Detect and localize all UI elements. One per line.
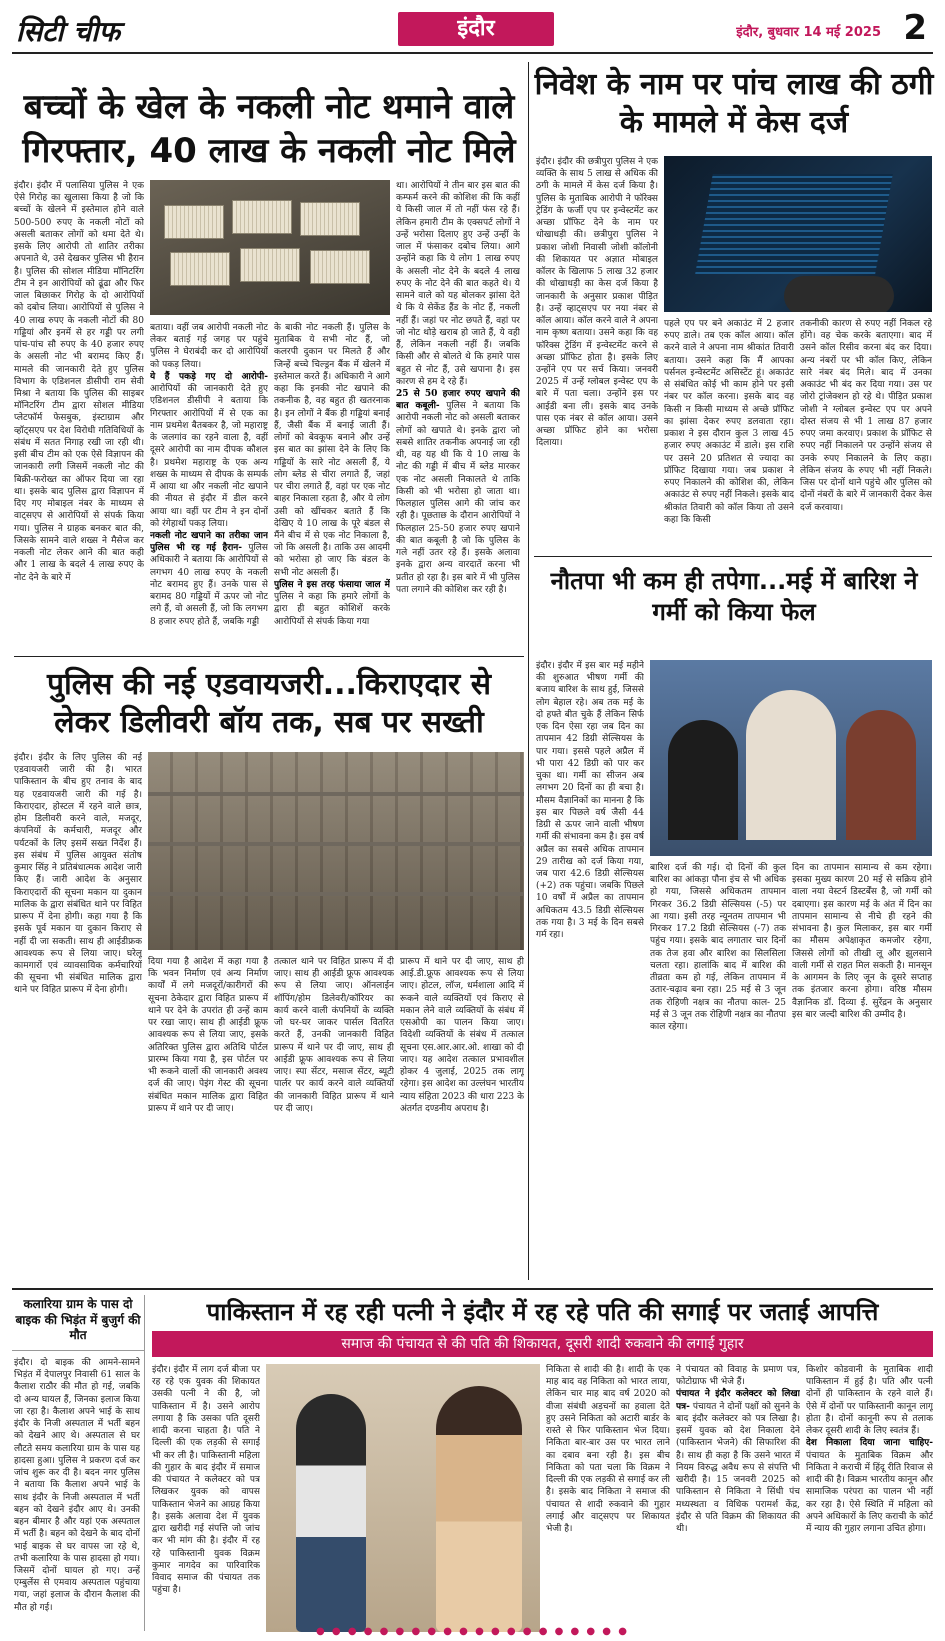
story6-col4 bbox=[806, 1364, 933, 1632]
masthead bbox=[12, 8, 933, 54]
story4-headline: पुलिस की नई एडवायजरी...किराएदार से लेकर डिलीवरी बॉय तक, सब पर सख्ती bbox=[46, 667, 492, 741]
section-rule bbox=[14, 656, 524, 657]
story6-col1: इंदौर। इंदौर में लाग दर्ज बीजा पर रह रहे एक युवक की शिकायत उसकी पत्नी ने की है, जो पाकिस्तान में है। उसने आरोप लगाया है कि उसका पति दूसरी शादी करना चाहता है। पति ने दिल्ली की एक लड़की से सगाई भी कर ली है। पाकिस्तानी महिला की गुहार के बाद इंदौर में समाज की पंचायत ने कलेक्टर को पत्र लिखकर युवक को वापस पाकिस्तान भेजने का आग्रह किया है। इसके अलावा देश में युवक द्वारा खरीदी गई संपत्ति जो जांच कर भी मांग की है। इंदौर में रह रहे पाकिस्तानी युवक विक्रम कुमार नागदेव का पारिवारिक विवाद समाज की पंचायत तक पहुंचा है। bbox=[152, 1365, 260, 1596]
story1-col3b-text: पुलिस ने कहा कि हमारे लोगों के द्वारा ही बहुत कोशिशें करके आरोपियों से संपर्क किया गया bbox=[274, 592, 390, 627]
story1-col2 bbox=[150, 322, 268, 650]
story6-col4b-text: पंचायत के मुताबिक विक्रम और निकिता ने कराची में हिंदू रीति रिवाज से शादी की है। विक्रम भारतीय कानून और सामाजिक परंपरा का पालन भी नहीं कर रहा है। ऐसे स्थिति में महिला को अपने अधिकारों के लिए कराची के कोर्ट में न्याय की गुहार लगाना उचित होगा। bbox=[806, 1450, 933, 1535]
print-registration-marks: ● ● ● ● ● ● ● ● ● ● ● ● ● ● ● ● ● ● ● ● bbox=[316, 1626, 629, 1637]
heat-weather-photo bbox=[650, 660, 932, 856]
couple-photo bbox=[266, 1364, 540, 1632]
story3-col3: दिन का तापमान सामान्य से कम रहेगा। इसका मुख्य कारण 20 मई से सक्रिय होने वाला नया वेस्टर्न डिस्टर्बेंस है, जो गर्मी को दबाएगा। इस कारण मई के अंत में दिन का तापमान सामान्य से नीचे ही रहने की संभावना है। कुल मिलाकर, इस बार गर्मी का मौसम अपेक्षाकृत कमजोर रहेगा, जिससे लोगों को तीखी लू और झुलसाने वाली गर्मी से राहत मिल सकती है। मानसून के आगमन के लिए जून के दूसरे सप्ताह तक इंतजार करना होगा। वरिष्ठ मौसम वैज्ञानिक डॉ. दिव्या ई. सुरेंद्रन के अनुसार इस बार जल्दी बारिश की उम्मीद है। bbox=[792, 863, 932, 1020]
column-divider bbox=[528, 62, 529, 1280]
story6-col3-text: ने पंचायत को विवाह के प्रमाण पत्र, फोटोग्राफ भी भेजे हैं। bbox=[676, 1365, 800, 1388]
story1-subhead-confession: 25 से 50 हजार रुपए खपाने की बात कबूली- bbox=[396, 388, 520, 412]
dateline: इंदौर, बुधवार 14 मई 2025 bbox=[736, 25, 881, 40]
story2-col2: पहले एप पर बने अकाउंट में 2 हजार रुपए डाले। तब एक कॉल आया। कॉल करने वाले ने अपना नाम श्रीकांत तिवारी बताया। उसने कहा कि मैं आपका पर्सनल इन्वेस्टमेंट असिस्टेंट हूं। अकाउंट से संबंधित कोई भी काम होने पर इसी नंबर पर कॉल करना। इसके बाद वह किसी न किसी माध्यम से अच्छे प्रॉफिट का झांसा देकर रुपए डलवाता रहा। प्रकाश ने इस दौरान कुल 3 लाख 45 हजार रुपए अकाउंट में डाले। इस राशि पर उसने 20 प्रतिशत से ज्यादा का प्रॉफिट दिखाया गया। जब प्रकाश ने रुपए निकालने की कोशिश की, लेकिन अकाउंट से रुपए नहीं निकले। इसके बाद श्रीकांत तिवारी को कॉल किया तो उसने कहा कि किसी bbox=[664, 319, 794, 525]
story6-col3b-text: पंचायत ने दोनों पक्षों को सुनने के बाद इंदौर कलेक्टर को पत्र लिखा है। इसमें युवक को देश निकाला देने (पाकिस्तान भेजने) की सिफारिश की है। साथ ही कहा है कि उसने भारत में नियम विरुद्ध अवैध रूप से संपत्ति भी खरीदी है। 15 जनवरी 2025 को पाकिस्तान से निकिता ने सिंधी पंच मध्यस्थता व विधिक परामर्श केंद्र, इंदौर से पति विक्रम की शिकायत की थी। bbox=[676, 1401, 800, 1535]
story4-col2: दिया गया है आदेश में कहा गया है कि भवन निर्माण एवं अन्य निर्माण कार्यों में लगे मजदूरों/कारीगरों की सूचना ठेकेदार द्वारा विहित प्रारूप में थाने पर देने के उपरांत ही उन्हें काम पर रखा जाए। साथ ही आईडी फ्रूफ आवश्यक रूप से लिया जाए, इसके अतिरिक्त पुलिस द्वारा अतिथि पोर्टल प्रारम्भ किया गया है, इस पोर्टल पर भी रूकने वालों की जानकारी अवश्य दर्ज की जाए। पेइंग गेस्ट की सूचना संबंधित मकान मालिक द्वारा विहित प्रारूप में थाने पर दी जाए। bbox=[148, 957, 268, 1114]
story6-subhead-collector: पंचायत ने इंदौर कलेक्टर को लिखा पत्र- bbox=[676, 1389, 800, 1412]
story2-col1: इंदौर। इंदौर की छत्रीपुरा पुलिस ने एक व्यक्ति के साथ 5 लाख से अधिक की ठगी के मामले में केस दर्ज किया है। पुलिस के मुताबिक आरोपी ने फॉरेक्स ट्रेडिंग के फर्जी एप पर इन्वेस्टमेंट कर अच्छा प्रॉफिट देने के नाम पर धोखाधड़ी की। छत्रीपुरा पुलिस ने प्रकाश जोशी निवासी जोशी कॉलोनी की शिकायत पर अज्ञात मोबाइल कॉलर के खिलाफ 5 लाख 32 हजार की धोखाधड़ी का केस दर्ज किया है जानकारी के अनुसार प्रकाश पीड़ित है। उन्हें व्हाट्सएप पर नया नंबर से कॉल आया। कॉल करने वाले ने अपना नाम कृष्ण बताया। उसने कहा कि वह फॉरेक्स ट्रेडिंग में इन्वेस्टमेंट करने से अच्छा प्रॉफिट होता है। इसके लिए उन्होंने एप पर सर्च किया। जनवरी 2025 में उन्हें ग्लोबल इन्वेस्ट एप के बारे में पता चला। उन्होंने इस पर आईडी बना ली। इसके बाद उनके पास एक नंबर से कॉल आया। उसने अच्छा प्रॉफिट होने का भरोसा दिलाया। bbox=[536, 157, 658, 449]
story3-col2: बारिश दर्ज की गई। दो दिनों की कुल बारिश का आंकड़ा पौना इंच से भी अधिक हो गया, जिससे अधिकतम तापमान गिरकर 36.2 डिग्री सेल्सियस (-5) पर आ गया। इसी तरह न्यूनतम तापमान भी गिरकर 17.2 डिग्री सेल्सियस (-7) तक पहुंच गया। इसके बाद लगातार चार दिनों तक तेज हवा और बारिश का सिलसिला चलता रहा। हालांकि बाद में बारिश की तीव्रता कम हो गई, लेकिन तापमान में उतार-चढ़ाव बना रहा। 25 मई से 3 जून तक रोहिणी नक्षत्र का नौतपा काल- 25 मई से 3 जून तक रोहिणी नक्षत्र का नौतपा काल रहेगा। bbox=[650, 863, 786, 1033]
story1-col1: इंदौर। इंदौर में पलासिया पुलिस ने एक ऐसे गिरोह का खुलासा किया है जो कि बच्चों के खेलने में इस्तेमाल होने वाले 500-500 रुपए के नकली नोटों को असली बताकर लोगों को थमा देते थे। इसके लिए आरोपी तो शातिर तरीका अपनाते थे, उसे देखकर पुलिस भी हैरान है। पुलिस की सोशल मीडिया मॉनिटरिंग टीम ने इन आरोपियों को ढूंढा और फिर जाल बिछाकर गिरोह के दो आरोपियों को दबोच लिया। आरोपियों से पुलिस ने 40 लाख रुपए के नकली नोटों की 80 गड्डियां और इनमें से हर गड्डी पर लगी पांच-पांच सौ रुपए के 40 हजार रुपए के असली नोट भी बरामद किए हैं। मामले की जानकारी देते हुए पुलिस विभाग के एडिशनल डीसीपी राम सेवी मिश्रा ने बताया कि पुलिस की साइबर मॉनिटरिंग टीम द्वारा सोशल मीडिया प्लेटफॉर्म फेसबुक, इंस्टाग्राम और व्हॉट्सएप पर देश विरोधी गतिविधियों के संबंध में सतत निगाह रखी जा रही थी। इसी बीच टीम को एक ऐसे विज्ञापन की जानकारी लगी जिसमें नकली नोट की बिक्री-फरोख्त का ऑफर दिया जा रहा था। इसके बाद पुलिस द्वारा विज्ञापन में दिए गए मोबाइल नंबर के माध्यम से वाट्सएप से आरोपियों से संपर्क किया गया। पुलिस ने ग्राहक बनकर बात की, जिसके सामने वाले शख्स ने मैसेज कर नकली नोट लेकर आने की बात कही और 1 लाख के बदले 4 लाख रुपए के नोट देने के बारे में bbox=[14, 181, 144, 583]
page-number: 2 bbox=[903, 8, 927, 48]
story1-subhead-trap: पुलिस ने इस तरह फंसाया जाल में bbox=[274, 579, 390, 590]
city-rooftops-photo bbox=[148, 752, 524, 950]
story1-col4-text: था। आरोपियों ने तीन बार इस बात की कम्फर्म करने की कोशिश की कि कहीं ये किसी जाल में तो नहीं फंस रहे हैं। लेकिन हमारी टीम के एक्सपर्ट लोगों ने उन्हें भरोसा दिलाए हुए उन्हें उन्हीं के जाल में फंसाकर दबोच लिया। आगे उन्होंने कहा कि ये लोग 1 लाख रुपए के असली नोट देने के बदले 4 लाख रुपए के नोट देने की बात कहते थे। ये सामने वाले को यह बोलकर झांसा देते थे कि ये सेकेंड हैंड के नोट हैं, नकली नहीं हैं। जहां पर नोट छपते हैं, वहां पर जो नोट थोड़े खराब हो जाते हैं, ये वही हैं, लेकिन नकली नहीं हैं। जबकि किसी और से बोलते थे कि हमारे पास बहुत से नोट हैं, उसे खपाना है। इस कारण से हम दे रहे हैं। bbox=[396, 181, 520, 387]
story1-subhead-method: नकली नोट खपाने का तरीका जान पुलिस भी रह गई हैरान- bbox=[150, 530, 268, 554]
story2-headline: निवेश के नाम पर पांच लाख की ठगी के मामले में केस दर्ज bbox=[534, 67, 934, 141]
story1-col3-text: के बाकी नोट नकली हैं। पुलिस के मुताबिक ये सभी नोट हैं, जो कलरपी दुकान पर मिलते हैं और जिन्हें बच्चे चिल्ड्रन बैंक में खेलने में इस्तेमाल करते हैं। अधिकारी ने आगे कहा कि इनकी नोट खपाने की तकनीक है, वह बहुत ही खतरनाक है। इन लोगों ने बैंक ही गड्डियां बनाई हैं, जैसी बैंक में बनाई जाती हैं। लोगों को बेवकूफ बनाने और उन्हें इस बात का झांसा देने के लिए कि गड्डियों के सारे नोट असली हैं, ये लोग ब्लेड से चीरा लगाते हैं, जहां पर चीरा लगाते हैं, वहां पर एक नोट बाहर निकाला रहता है, और ये लोग उसी को खींचकर बताते हैं कि देखिए ये 10 लाख के पूरे बंडल से मैंने बीच में से एक नोट निकाला है, जो कि असली है। ताकि उस आदमी को भरोसा हो जाए कि बंडल के सभी नोट असली हैं। bbox=[274, 323, 390, 578]
section-rule bbox=[12, 1288, 933, 1290]
accident-sidebox bbox=[12, 1295, 145, 1631]
brand-logo: सिटी चीफ bbox=[16, 15, 120, 48]
story4-col3: तत्काल थाने पर विहित प्रारूप में दी जाए। साथ ही आईडी फ्रूफ आवश्यक रूप से लिया जाए। ऑनलाईन शॉपिंग/होम डिलेवरी/कॉरियर का कार्य करने वाली कंपनियों के व्यक्ति जो घर-घर जाकर पार्सल वितरित करते हैं, उनकी जानकारी विहित प्रारूप में थाने पर दी जाए, साथ ही आईडी फ्रूफ आवश्यक रूप से लिया जाए। स्पा सेंटर, मसाज सेंटर, ब्यूटी पार्लर पर कार्य करने वाले व्यक्तियों की जानकारी विहित प्रारूप में थाने पर दी जाए। bbox=[274, 957, 394, 1114]
story4-col4: प्रारूप में थाने पर दी जाए, साथ ही आई.डी.फ्रूफ आवश्यक रूप से लिया जाए। होटल, लॉज, धर्मशाला आदि में रूकने वाले व्यक्तियों एवं किराए से मकान लेने वाले व्यक्तियों के संबंध में एसओपी का पालन किया जाए। विदेशी व्यक्तियों के संबंध में तत्काल सूचना एस.आर.आर.ओ. शाखा को दी जाए। यह आदेश तत्काल प्रभावशील होकर 4 जुलाई, 2025 तक लागू रहेगा। इस आदेश का उल्लंघन भारतीय न्याय संहिता 2023 की धारा 223 के अंतर्गत दण्डनीय अपराध है। bbox=[400, 957, 524, 1114]
section-rule bbox=[534, 556, 932, 557]
story1-col4 bbox=[396, 180, 520, 650]
story5-col1: इंदौर। दो बाइक की आमने-सामने भिड़ंत में देपालपुर निवासी 61 साल के कैलाश राठौर की मौत हो गई, जबकि दो अन्य घायल हैं, जिनका इलाज किया जा रहा है। कैलाश अपने भाई के साथ इंदौर के निजी अस्पताल में भर्ती बहन को देखने आए थे। अस्पताल से घर लौटते समय कलारिया ग्राम के पास यह हादसा हुआ। पुलिस ने प्रकरण दर्ज कर जांच शुरू कर दी है। बदन नगर पुलिस ने बताया कि कैलाश अपने भाई के साथ इंदौर के निजी अस्पताल में भर्ती बहन को देखने इंदौर आए थे। उनकी बहन बीमार है और यहां एक अस्पताल में भर्ती है। बहन को देखने के बाद दोनों भाई बाइक से घर वापस जा रहे थे, तभी कलारिया के पास हादसा हो गया। जिसमें दोनों घायल हो गए। उन्हें एम्बुलेंस से एमवाय अस्पताल पहुंचाया गया, जहां इलाज के दौरान कैलाश की मौत हो गई। bbox=[14, 1358, 140, 1613]
story6-col3 bbox=[676, 1364, 800, 1632]
laptop-fraud-photo bbox=[664, 156, 932, 312]
story1-col3 bbox=[274, 322, 390, 650]
story6-col2: निकिता से शादी की है। शादी के एक माह बाद वह निकिता को भारत लाया, लेकिन चार माह बाद वर्ष 2020 को वीजा संबंधी अड़चनों का हवाला देते हुए उसने निकिता को अटारी बार्डर के रास्ते से फिर पाकिस्तान भेज दिया। निकिता बार-बार उस पर भारत लाने का दबाव बना रही है। इस बीच निकिता को पता चला कि विक्रम ने दिल्ली की एक लड़की से सगाई कर ली है। इसके बाद निकिता ने समाज की पंचायत से शादी रुकवाने की गुहार लगाई और वाट्सएप पर शिकायत भेजी है। bbox=[546, 1365, 670, 1535]
story1-col2c-text: पुलिस अधिकारी ने बताया कि आरोपियों से लगभग 40 लाख रुपए के नकली नोट बरामद हुए हैं। उनके पास से बरामद 80 गड्डियों में ऊपर जो नोट लगे हैं, वो असली हैं, जो कि लगभग 8 हजार रुपए होते हैं, जबकि गड्डी bbox=[150, 543, 268, 627]
story4-col1: इंदौर। इंदौर के लिए पुलिस की नई एडवायजरी जारी की है। भारत पाकिस्तान के बीच हुए तनाव के बाद यह एडवायजरी जारी की गई है। किराएदार, होस्टल में रहने वाले छात्र, होम डिलीवरी करने वाले, मजदूर, कंपनियों के कर्मचारी, मजदूर और पर्यटकों के लिए इसमें सख्त निर्देश हैं। इस संबंध में पुलिस आयुक्त संतोष कुमार सिंह ने प्रतिबंधात्मक आदेश जारी किए हैं। जारी आदेश के अनुसार किराएदारों की सूचना मकान या दुकान मालिक के द्वारा संबंधित थाने पर विहित प्रारूप में देना होगी। कहा गया है कि इसके पूर्व मकान या दुकान किराए से नहीं दी जा सकती। साथ ही आईडीफ्रक आवश्यक रूप से लिया जाए। घरेलू कामगारों एवं व्यावसायिक कर्मचारियों की सूचना भी संबंधित मालिक द्वारा थाने पर विहित प्रारूप में देना होगी। bbox=[14, 753, 142, 996]
story1-subhead-accused: ये हैं पकड़े गए दो आरोपी- bbox=[150, 371, 268, 382]
story2-col3: तकनीकी कारण से रुपए नहीं निकल रहे होंगे। वह चेक करके बताएगा। बाद में उसने कॉल रिसीव करना बंद कर दिया। अन्य नंबरों पर भी कॉल किए, लेकिन सारे नंबर बंद मिले। बाद में उनका अकाउंट भी बंद कर दिया गया। उस पर जोरो ट्रांजेक्शन हो रहे थे। पीड़ित प्रकाश जोशी ने ग्लोबल इन्वेस्ट एप पर अपने दोस्त संजय से भी 1 लाख 87 हजार रुपए जमा करवाए। प्रकाश के प्रॉफिट से रुपए नहीं निकालने पर उन्होंने संजय से उनके रुपए निकालने के लिए कहा। लेकिन संजय के रुपए भी नहीं निकले। जिस पर दोनों थाने पहुंचे और पुलिस को दोनों नंबरों के बारे में जानकारी देकर केस दर्ज करवाया। bbox=[800, 319, 932, 513]
story6-subhead-deport: देश निकाला दिया जाना चाहिए- bbox=[806, 1438, 933, 1449]
story1-col4b-text: पुलिस ने बताया कि आरोपी नकली नोट को असली बताकर लोगों को खपाते थे। इनके द्वारा जो सबसे शातिर तकनीक अपनाई जा रही थी, वह यह थी कि ये 10 लाख के नोट की गड्डी में बीच में ब्लेड मारकर एक नोट असली निकालते थे ताकि किसी को भी भरोसा हो जाता था। फिलहाल पुलिस आगे की जांच कर रही है। पूछताछ के दौरान आरोपियों ने फिलहाल 25-50 हजार रुपए खपाने की बात कबूली है जो कि पुलिस के गले नहीं उतर रहे हैं। इसके अलावा इनके द्वारा अन्य वारदातें करना भी प्रतीत हो रहा है। इस बारे में भी पुलिस पता लगाने की कोशिश कर रही है। bbox=[396, 401, 520, 595]
story1-col2b-text: आरोपियों की जानकारी देते हुए एडिशनल डीसीपी ने बताया कि गिरफ्तार आरोपियों में से एक का नाम प्रथमेश बैतबकर है, जो महाराष्ट्र के जलगांव का रहने वाला है, वहीं दूसरे आरोपी का नाम दीपक कौशल है। प्रथमेश महाराष्ट्र के एक अन्य शख्स के माध्यम से दीपक के सम्पर्क में आया था और नकली नोट खपाने की नीयत से इंदौर में डील करने आया था। वहीं पर टीम ने इन दोनों को रंगेहाथों पकड़ लिया। bbox=[150, 384, 268, 529]
story3-headline: नौतपा भी कम ही तपेगा...मई में बारिश ने गर्मी को किया फेल bbox=[550, 567, 918, 626]
story3-col1: इंदौर। इंदौर में इस बार मई महीने की शुरुआत भीषण गर्मी की बजाय बारिश के साथ हुई, जिससे लोग बेहाल रहे। अब तक मई के दो हफ्ते बीत चुके हैं लेकिन सिर्फ एक दिन ऐसा रहा जब दिन का तापमान 42 डिग्री सेल्सियस के पार गया। इससे पहले अप्रैल में भी पारा 42 डिग्री को पार कर चुका था। गर्मी का सीजन अब लगभग 20 दिनों का ही बचा है। मौसम वैज्ञानिकों का मानना है कि इस बार पिछले वर्ष जैसी 44 डिग्री से ऊपर जाने वाली भीषण गर्मी की संभावना कम है। इस वर्ष अप्रैल का सबसे अधिक तापमान 29 तारीख को दर्ज किया गया, जब पारा 42.6 डिग्री सेल्सियस (+2) तक पहुंचा। जबकि पिछले 10 वर्षों में अप्रैल का तापमान अधिकतम 43.5 डिग्री सेल्सियस तक गया है। 3 मई के दिन सबसे गर्म रहा। bbox=[536, 661, 644, 941]
story1-headline: बच्चों के खेल के नकली नोट थमाने वाले गिरफ्तार, 40 लाख के नकली नोट मिले bbox=[22, 87, 516, 171]
story5-headline: कलारिया ग्राम के पास दो बाइक की भिड़ंत में बुजुर्ग की मौत bbox=[12, 1295, 144, 1351]
story6-col4-text: किशोर कोडवानी के मुताबिक शादी पाकिस्तान में हुई है। पति और पत्नी दोनों ही पाकिस्तान के रहने वाले हैं। ऐसे में दोनों पर पाकिस्तानी कानून लागू होता है। दोनों कानूनी रूप से तलाक लेकर दूसरी शादी के लिए स्वतंत्र हैं। bbox=[806, 1365, 933, 1437]
section-tag: इंदौर bbox=[398, 12, 554, 46]
story6-subheadline: समाज की पंचायत से की पति की शिकायत, दूसरी शादी रुकवाने की लगाई गुहार bbox=[152, 1331, 933, 1357]
story1-col2-text: बताया। वहीं जब आरोपी नकली नोट लेकर बताई गई जगह पर पहुंचे पुलिस ने घेराबंदी कर दो आरोपियों को पकड़ लिया। bbox=[150, 323, 268, 370]
fake-notes-photo bbox=[150, 180, 390, 315]
story6-headline: पाकिस्तान में रह रही पत्नी ने इंदौर में रह रहे पति की सगाई पर जताई आपत्ति bbox=[206, 1298, 879, 1326]
